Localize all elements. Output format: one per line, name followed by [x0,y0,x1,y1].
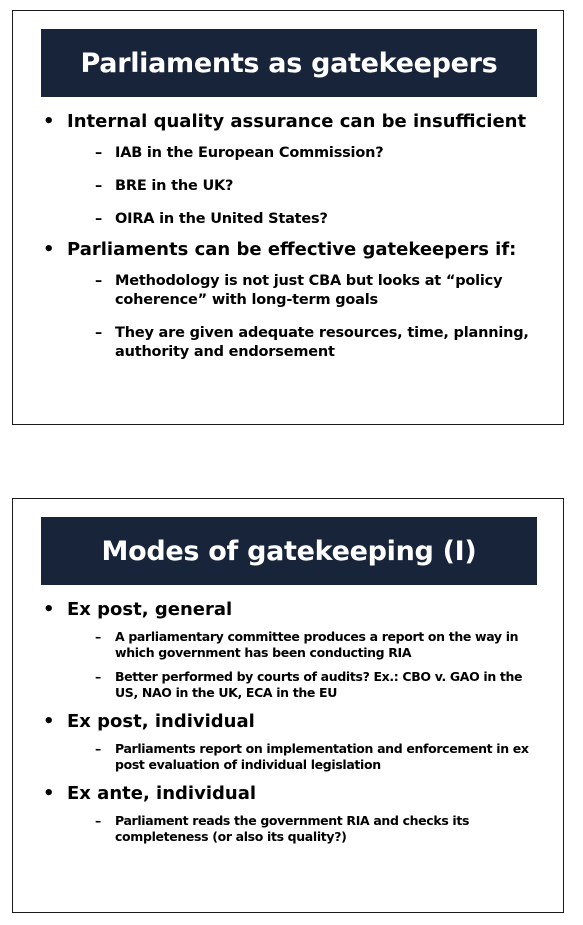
bullet-list [43,111,549,372]
bullet-text: Internal quality assurance can be insufficient [67,111,527,132]
sub-bullet-list [67,813,549,845]
slide-title: Modes of gatekeeping (I) [41,517,537,585]
bullet-item [43,239,549,362]
bullet-text: Ex ante, individual [67,783,257,804]
bullet-icon: • [43,239,55,260]
sub-bullet-list [67,144,549,229]
bullet-list [43,599,549,855]
sub-bullet-text: They are given adequate resources, time, planning, authority and endorsement [115,325,529,360]
sub-bullet-text: Methodology is not just CBA but looks at “policy coherence” with long-term goals [115,273,503,308]
slide-1 [12,10,564,425]
slide-title: Parliaments as gatekeepers [41,29,537,97]
sub-bullet-item [67,144,549,163]
bullet-text: Ex post, general [67,599,233,620]
bullet-icon: • [43,111,55,132]
sub-bullet-text: Better performed by courts of audits? Ex.: CBO v. GAO in the US, NAO in the UK, ECA in the EU [115,669,523,700]
dash-icon: – [95,813,101,828]
sub-bullet-text: OIRA in the United States? [115,211,328,227]
sub-bullet-text: IAB in the European Commission? [115,145,384,161]
bullet-item [43,711,549,773]
sub-bullet-item [67,177,549,196]
sub-bullet-list [67,741,549,773]
sub-bullet-text: Parliament reads the government RIA and checks its completeness (or also its quality?) [115,813,470,844]
dash-icon: – [95,629,101,644]
slide-2 [12,498,564,913]
dash-icon: – [95,145,103,161]
sub-bullet-item [67,741,549,773]
sub-bullet-text: A parliamentary committee produces a report on the way in which government has been conducting RIA [115,629,519,660]
dash-icon: – [95,178,103,194]
bullet-item [43,111,549,229]
bullet-text: Parliaments can be effective gatekeepers if: [67,239,517,260]
bullet-icon: • [43,711,55,732]
sub-bullet-list [67,629,549,701]
dash-icon: – [95,211,103,227]
sub-bullet-item [67,272,549,310]
sub-bullet-text: Parliaments report on implementation and enforcement in ex post evaluation of individual legislation [115,741,529,772]
dash-icon: – [95,669,101,684]
dash-icon: – [95,325,103,341]
sub-bullet-item [67,669,549,701]
sub-bullet-item [67,210,549,229]
sub-bullet-item [67,813,549,845]
bullet-icon: • [43,599,55,620]
dash-icon: – [95,741,101,756]
bullet-icon: • [43,783,55,804]
bullet-item [43,783,549,845]
sub-bullet-text: BRE in the UK? [115,178,234,194]
dash-icon: – [95,273,103,289]
sub-bullet-item [67,629,549,661]
sub-bullet-list [67,272,549,362]
sub-bullet-item [67,324,549,362]
bullet-text: Ex post, individual [67,711,255,732]
bullet-item [43,599,549,701]
